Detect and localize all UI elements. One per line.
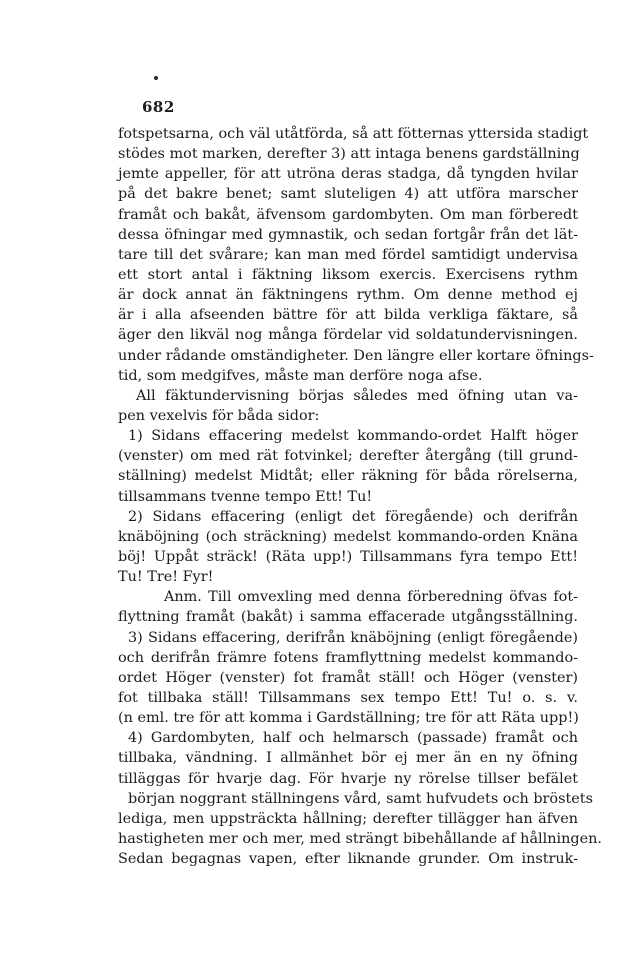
text-line: framåt och bakåt, äfvensom gardombyten. Om man förberedt bbox=[118, 206, 578, 223]
text-line: Tu! Tre! Fyr! bbox=[118, 569, 214, 586]
page-number: 682 bbox=[142, 98, 175, 116]
text-line: Sedan begagnas vapen, efter liknande grunder. Om instruk- bbox=[118, 851, 578, 868]
text-line: flyttning framåt (bakåt) i samma effacerade utgångsställning. bbox=[118, 609, 578, 626]
text-line: knäböjning (och sträckning) medelst kommando-orden Knäna bbox=[118, 528, 578, 545]
text-line: jemte appeller, för att utröna deras stadga, då tyngden hvilar bbox=[118, 166, 578, 183]
text-line: tillbaka, vändning. I allmänhet bör ej mer än en ny öfning bbox=[118, 750, 578, 767]
text-line: ordet Höger (venster) fot framåt ställ! och Höger (venster) bbox=[118, 669, 578, 686]
text-line: under rådande omständigheter. Den längre eller kortare öfnings- bbox=[118, 347, 594, 364]
text-line: pen vexelvis för båda sidor: bbox=[118, 407, 320, 424]
text-line: tid, som medgifves, måste man derföre noga afse. bbox=[118, 367, 483, 384]
text-line: (venster) om med rät fotvinkel; derefter återgång (till grund- bbox=[118, 448, 578, 465]
text-line: (n eml. tre för att komma i Gardställning; tre för att Räta upp!) bbox=[118, 710, 579, 727]
text-line: början noggrant ställningens vård, samt hufvudets och bröstets bbox=[128, 790, 593, 807]
text-line: och derifrån främre fotens framflyttning medelst kommando- bbox=[118, 649, 578, 666]
text-line: är i alla afseenden bättre för att bilda verkliga fäktare, så bbox=[118, 307, 578, 324]
text-line: 2) Sidans effacering (enligt det föregående) och derifrån bbox=[128, 508, 578, 525]
text-line: ställning) medelst Midtåt; eller räkning för båda rörelserna, bbox=[118, 468, 578, 485]
text-line: lediga, men uppsträckta hållning; derefter tillägger han äfven bbox=[118, 810, 578, 827]
text-line: dessa öfningar med gymnastik, och sedan fortgår från det lät- bbox=[118, 226, 578, 243]
text-line: stödes mot marken, derefter 3) att intaga benens gardställning bbox=[118, 146, 580, 163]
text-line: äger den likväl nog många fördelar vid soldatundervisningen. bbox=[118, 327, 578, 344]
text-line: 3) Sidans effacering, derifrån knäböjning (enligt föregående) bbox=[128, 629, 578, 646]
text-line: fotspetsarna, och väl utåtförda, så att fötternas yttersida stadigt bbox=[118, 126, 589, 142]
text-line: 1) Sidans effacering medelst kommando-ordet Halft höger bbox=[128, 428, 578, 445]
text-line: tillsammans tvenne tempo Ett! Tu! bbox=[118, 488, 373, 505]
text-line: Anm. Till omvexling med denna förberedning öfvas fot- bbox=[164, 589, 578, 606]
body-text bbox=[118, 124, 602, 869]
text-line: All fäktundervisning börjas således med öfning utan va- bbox=[136, 387, 578, 404]
text-line: ett stort antal i fäktning liksom exercis. Exercisens rythm bbox=[118, 266, 578, 283]
ink-mark bbox=[154, 76, 158, 80]
text-line: på det bakre benet; samt sluteligen 4) att utföra marscher bbox=[118, 186, 578, 203]
text-line: 4) Gardombyten, half och helmarsch (passade) framåt och bbox=[128, 730, 578, 747]
text-line: tilläggas för hvarje dag. För hvarje ny rörelse tillser befälet bbox=[118, 770, 578, 787]
text-line: tare till det svårare; kan man med fördel samtidigt undervisa bbox=[118, 246, 578, 263]
text-line: fot tillbaka ställ! Tillsammans sex tempo Ett! Tu! o. s. v. bbox=[118, 689, 578, 706]
text-line: är dock annat än fäktningens rythm. Om denne method ej bbox=[118, 287, 578, 304]
text-line: hastigheten mer och mer, med strängt bibehållande af hållningen. bbox=[118, 830, 602, 847]
text-line: böj! Uppåt sträck! (Räta upp!) Tillsammans fyra tempo Ett! bbox=[118, 548, 578, 565]
